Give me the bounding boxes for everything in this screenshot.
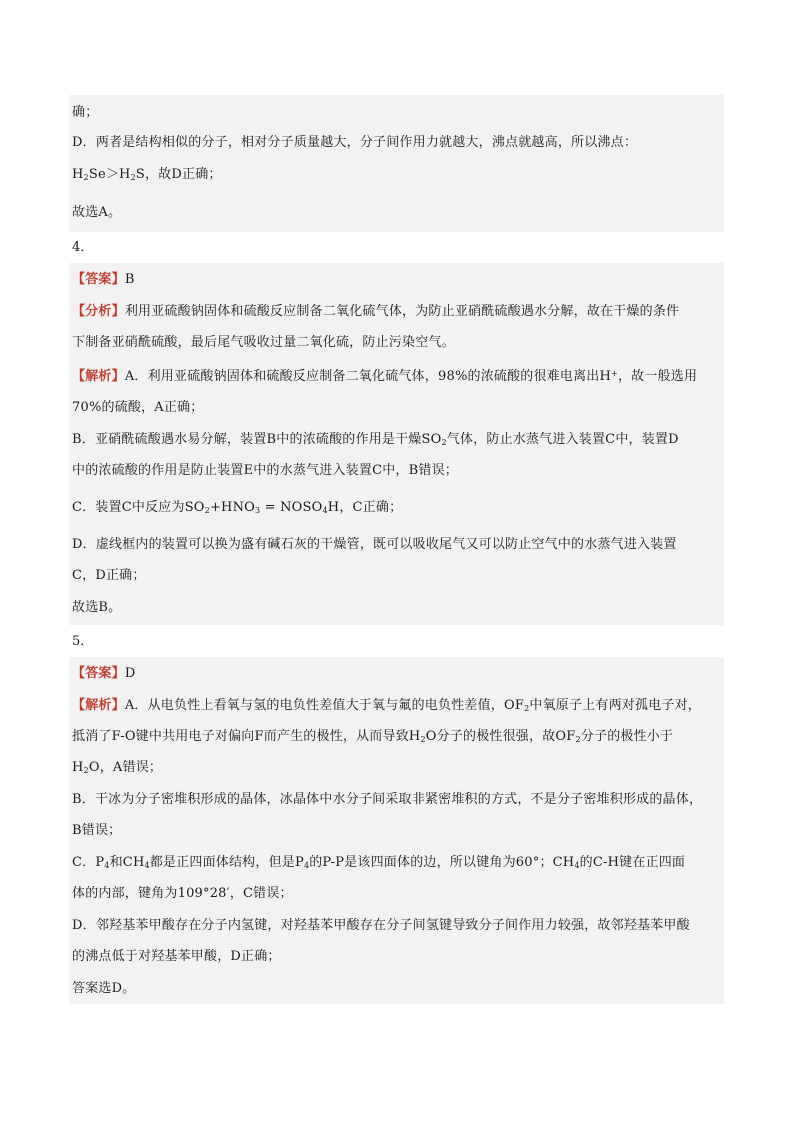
q3-boiling-formula: $H_2Se>H_2S$，故D正确； [72, 167, 222, 182]
q4-explain-5: C．装置C中反应为$SO_2+HNO_3$ = $NOSO_4H$，C正确； [72, 500, 403, 515]
q4-explain-4: 中的浓硫酸的作用是防止装置E中的水蒸气进入装置C中，B错误； [72, 463, 458, 478]
q5-number: 5． [72, 634, 94, 649]
q5-explain-8: D．邻羟基苯甲酸存在分子内氢键，对羟基苯甲酸存在分子间氢键导致分子间作用力较强，故邻羟基苯甲酸 [72, 918, 690, 933]
q5-explain-3: $H_2O$，A错误； [72, 760, 163, 775]
q3-line-1: 确； [72, 105, 99, 120]
q5-explain-6: C．$P_4$和$CH_4$都是正四面体结构，但是$P_4$的P-P是该四面体的边，所以键角为60°；$CH_4$的C-H键在正四面 [72, 855, 686, 870]
q4-number: 4． [72, 240, 94, 255]
q5-conclusion: 答案选D。 [72, 981, 136, 996]
q4-explain-2: 70%的硫酸，A正确； [72, 400, 204, 415]
q3-explanation-block [69, 95, 724, 232]
q3-option-d: D．两者是结构相似的分子，相对分子质量越大，分子间作用力就越大，沸点就越高，所以沸点： [72, 135, 638, 150]
q4-conclusion: 故选B。 [72, 600, 122, 615]
q4-answer: 【答案】B [72, 272, 135, 287]
q5-explain-7: 体的内部，键角为109°28′，C错误； [72, 886, 293, 901]
q4-explain-6: D．虚线框内的装置可以换为盛有碱石灰的干燥管，既可以吸收尾气又可以防止空气中的水蒸气进入装置 [72, 537, 677, 552]
q4-explain-1: 【解析】A．利用亚硫酸钠固体和硫酸反应制备二氧化硫气体，98%的浓硫酸的很难电离出H+，故一般选用 [72, 369, 698, 384]
q5-explain-2: 抵消了F-O键中共用电子对偏向F而产生的极性，从而导致$H_2O$分子的极性很强，故$OF_2$分子的极性小于 [72, 729, 674, 744]
q4-reaction-equation: $SO_2+HNO_3$ = $NOSO_4H$ [184, 500, 340, 515]
q5-explain-4: B．干冰为分子密堆积形成的晶体，冰晶体中水分子间采取非紧密堆积的方式，不是分子密堆积形成的晶体， [72, 792, 703, 807]
q4-analysis-2: 下制备亚硝酰硫酸，最后尾气吸收过量二氧化硫，防止污染空气。 [72, 335, 455, 350]
q3-conclusion: 故选A。 [72, 205, 122, 220]
q5-explain-1: 【解析】A．从电负性上看氧与氢的电负性差值大于氧与氟的电负性差值，$OF_2$中氧原子上有两对孤电子对， [72, 698, 701, 713]
q5-explain-9: 的沸点低于对羟基苯甲酸，D正确； [72, 949, 281, 964]
q5-answer: 【答案】D [72, 666, 136, 681]
q5-explain-5: B错误； [72, 823, 122, 838]
q4-analysis-1: 【分析】利用亚硫酸钠固体和硫酸反应制备二氧化硫气体，为防止亚硝酰硫酸遇水分解，故在干燥的条件 [72, 304, 680, 319]
q4-explain-3: B．亚硝酰硫酸遇水易分解，装置B中的浓硫酸的作用是干燥$SO_2$气体，防止水蒸气进入装置C中，装置D [72, 432, 679, 447]
q4-explain-7: C，D正确； [72, 568, 146, 583]
q5-block [69, 657, 724, 1004]
q4-block [69, 263, 724, 625]
